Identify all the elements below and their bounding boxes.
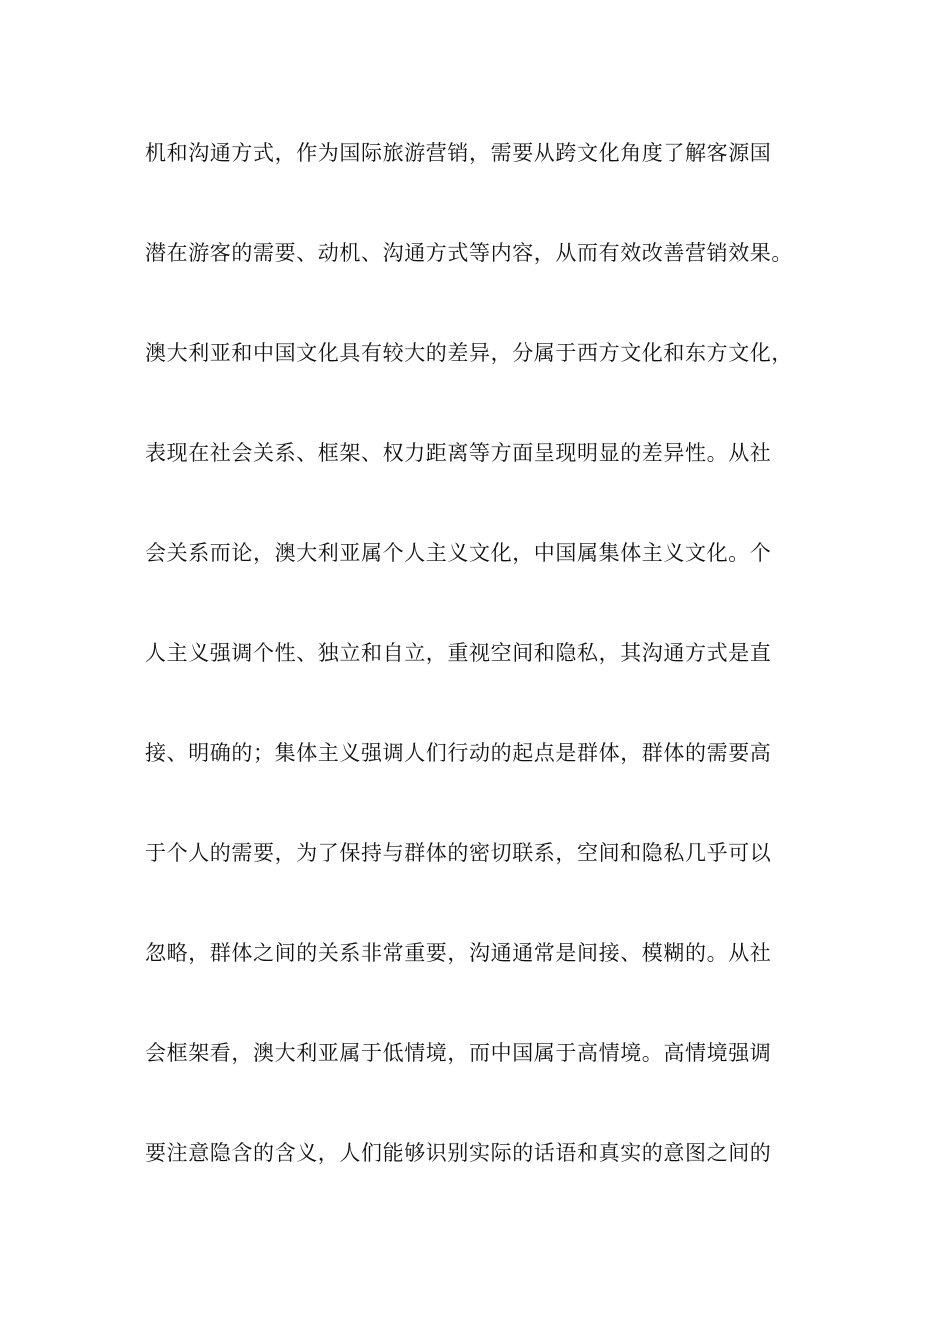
text-line: 人主义强调个性、独立和自立，重视空间和隐私，其沟通方式是直	[145, 641, 772, 665]
text-line: 表现在社会关系、框架、权力距离等方面呈现明显的差异性。从社	[145, 441, 772, 465]
text-line: 会框架看，澳大利亚属于低情境，而中国属于高情境。高情境强调	[145, 1041, 772, 1065]
text-line: 忽略，群体之间的关系非常重要，沟通通常是间接、模糊的。从社	[145, 941, 772, 965]
text-line: 于个人的需要，为了保持与群体的密切联系，空间和隐私几乎可以	[145, 841, 772, 865]
body-text	[145, 135, 845, 1235]
text-line: 要注意隐含的含义，人们能够识别实际的话语和真实的意图之间的	[145, 1141, 772, 1165]
text-line: 澳大利亚和中国文化具有较大的差异，分属于西方文化和东方文化，	[145, 341, 793, 365]
text-line: 接、明确的；集体主义强调人们行动的起点是群体，群体的需要高	[145, 741, 772, 765]
text-line: 会关系而论，澳大利亚属个人主义文化，中国属集体主义文化。个	[145, 541, 772, 565]
text-line: 机和沟通方式，作为国际旅游营销，需要从跨文化角度了解客源国	[145, 141, 772, 165]
text-line: 潜在游客的需要、动机、沟通方式等内容，从而有效改善营销效果。	[145, 241, 793, 265]
